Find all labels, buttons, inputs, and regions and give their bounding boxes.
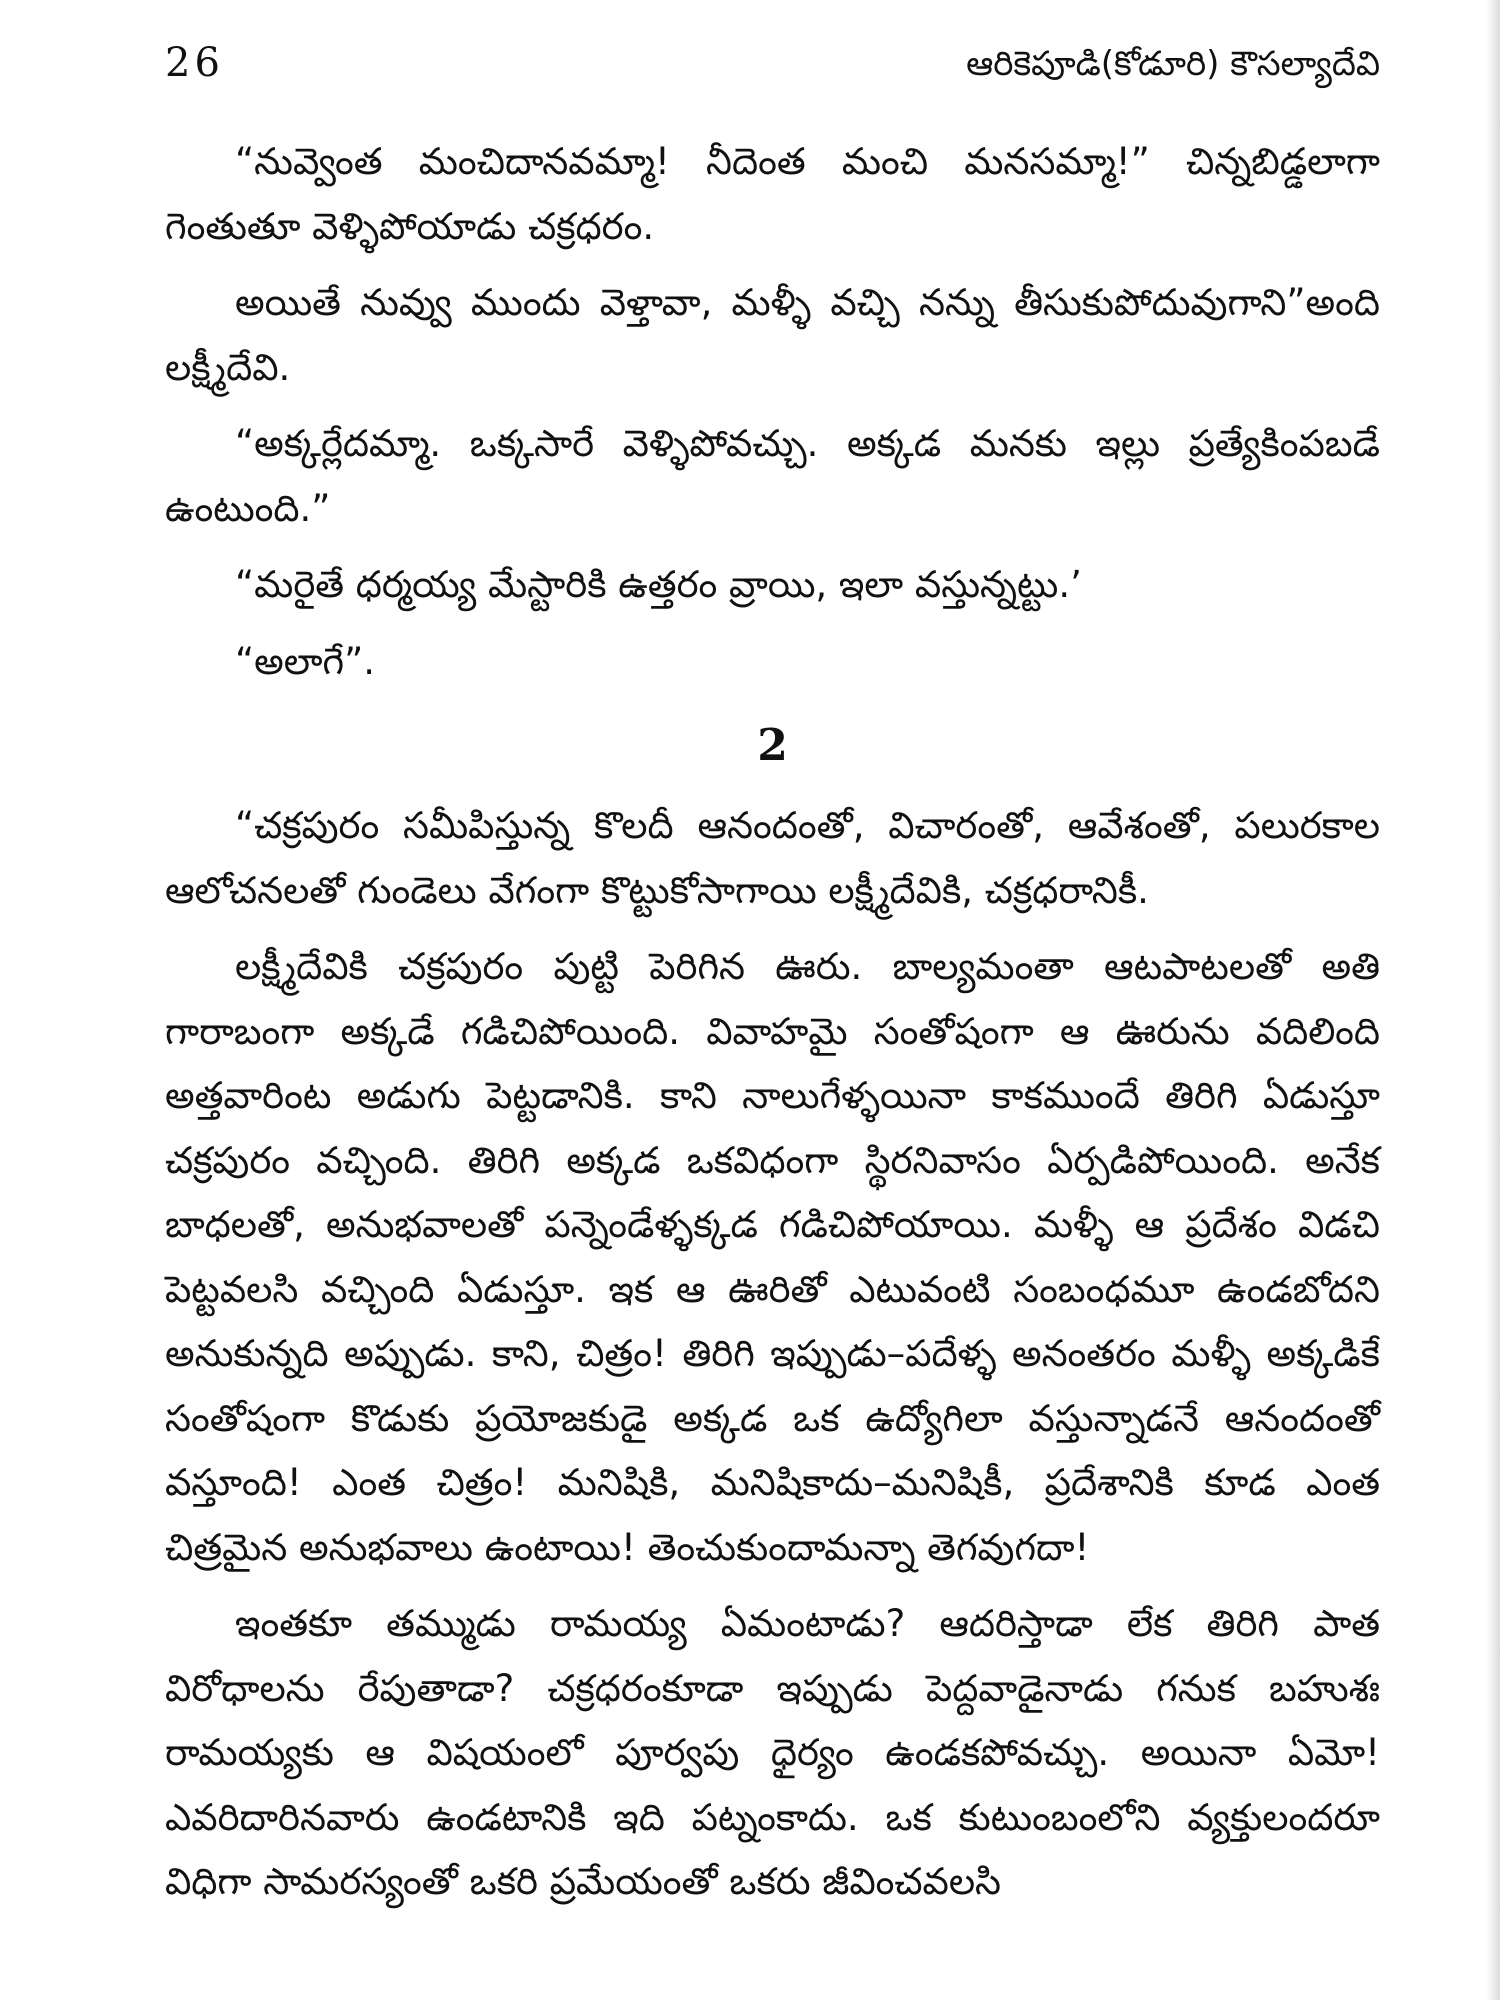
- paragraph-chapter-2: లక్ష్మీదేవికి చక్రపురం పుట్టి పెరిగిన ఊరు. బాల్యమంతా ఆటపాటలతో అతి గారాబంగా అక్కడే గడిచిపోయింది. వివాహమై సంతోషంగా ఆ ఊరును వదిలింది అత్తవారింట అడుగు పెట్టడానికి. కాని నాలుగేళ్ళయినా కాకముందే తిరిగి ఏడుస్తూ చక్రపురం వచ్చింది. తిరిగి అక్కడ ఒకవిధంగా స్థిరనివాసం ఏర్పడిపోయింది. అనేక బాధలతో, అనుభవాలతో పన్నెండేళ్ళక్కడ గడిచిపోయాయి. మళ్ళీ ఆ ప్రదేశం విడచి పెట్టవలసి వచ్చింది ఏడుస్తూ. ఇక ఆ ఊరితో ఎటువంటి సంబంధమూ ఉండబోదని అనుకున్నది అప్పుడు. కాని, చిత్రం! తిరిగి ఇప్పుడు–పదేళ్ళ అనంతరం మళ్ళీ అక్కడికే సంతోషంగా కొడుకు ప్రయోజకుడై అక్కడ ఒక ఉద్యోగిలా వస్తున్నాడనే ఆనందంతో వస్తూంది! ఎంత చిత్రం! మనిషికి, మనిషికాదు–మనిషికీ, ప్రదేశానికి కూడ ఎంత చిత్రమైన అనుభవాలు ఉంటాయి! తెంచుకుందామన్నా తెగవుగదా!: [165, 945, 1380, 1569]
- running-title: ఆరికెపూడి(కోడూరి) కౌసల్యాదేవి: [966, 44, 1380, 84]
- paragraph-chapter-3: ఇంతకూ తమ్ముడు రామయ్య ఏమంటాడు? ఆదరిస్తాడా లేక తిరిగి పాత విరోధాలను రేపుతాడా? చక్రధరంకూడా ఇప్పుడు పెద్దవాడైనాడు గనుక బహుశః రామయ్యకు ఆ విషయంలో పూర్వపు ధైర్యం ఉండకపోవచ్చు. అయినా ఏమో! ఎవరిదారినవారు ఉండటానికి ఇది పట్నంకాదు. ఒక కుటుంబంలోని వ్యక్తులందరూ విధిగా సామరస్యంతో ఒకరి ప్రమేయంతో ఒకరు జీవించవలసి: [165, 1602, 1380, 1903]
- paragraph-dialogue-4: “మరైతే ధర్మయ్య మేస్టారికి ఉత్తరం వ్రాయి, ఇలా వస్తున్నట్టు.’: [235, 563, 1082, 606]
- paragraph-dialogue-5: “అలాగే”.: [235, 639, 376, 683]
- page-number: 26: [165, 40, 224, 86]
- page-header: [165, 40, 1380, 100]
- page-edge-shadow: [1486, 0, 1500, 2000]
- paragraph-dialogue-1: “నువ్వెంత మంచిదానవమ్మా! నీదెంత మంచి మనసమ్మా!” చిన్నబిడ్డలాగా గెంతుతూ వెళ్ళిపోయాడు చక్రధరం.: [165, 140, 1380, 248]
- chapter-number: 2: [757, 720, 788, 771]
- paragraph-dialogue-3: “అక్కర్లేదమ్మా. ఒక్కసారే వెళ్ళిపోవచ్చు. అక్కడ మనకు ఇల్లు ప్రత్యేకింపబడే ఉంటుంది.”: [165, 422, 1380, 530]
- paragraph-chapter-1: “చక్రపురం సమీపిస్తున్న కొలదీ ఆనందంతో, విచారంతో, ఆవేశంతో, పలురకాల ఆలోచనలతో గుండెలు వేగంగా కొట్టుకోసాగాయి లక్ష్మీదేవికి, చక్రధరానికీ.: [165, 804, 1380, 912]
- paragraph-dialogue-2: అయితే నువ్వు ముందు వెళ్తావా, మళ్ళీ వచ్చి నన్ను తీసుకుపోదువుగాని”అంది లక్ష్మీదేవి.: [165, 281, 1380, 389]
- body-text: [165, 130, 1380, 1927]
